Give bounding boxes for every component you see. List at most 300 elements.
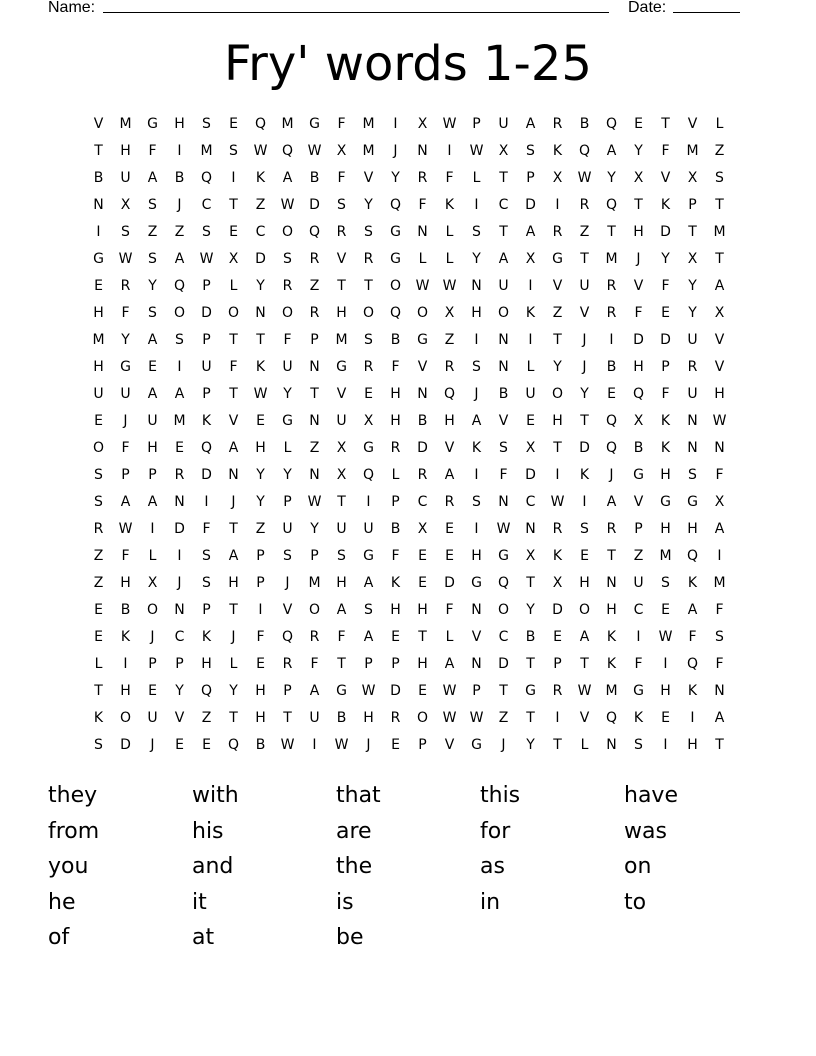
grid-letter: W xyxy=(577,683,592,699)
grid-letter: E xyxy=(175,440,184,456)
grid-letter: O xyxy=(146,602,159,618)
grid-letter: T xyxy=(607,548,616,564)
grid-letter: L xyxy=(715,116,724,132)
grid-letter: S xyxy=(337,197,346,213)
grid-letter: L xyxy=(94,656,103,672)
grid-letter: C xyxy=(525,494,536,510)
grid-letter: R xyxy=(552,116,563,132)
grid-letter: P xyxy=(148,467,157,483)
grid-letter: F xyxy=(634,305,643,321)
grid-letter: I xyxy=(96,224,101,240)
grid-letter: H xyxy=(336,305,347,321)
grid-letter: L xyxy=(445,224,454,240)
grid-letter: W xyxy=(442,710,457,726)
grid-letter: S xyxy=(688,467,697,483)
grid-letter: Y xyxy=(688,305,697,321)
grid-letter: G xyxy=(417,332,428,348)
grid-letter: S xyxy=(202,548,211,564)
grid-letter: K xyxy=(471,440,482,456)
grid-letter: A xyxy=(363,575,374,591)
grid-letter: I xyxy=(312,737,317,753)
grid-letter: H xyxy=(471,548,482,564)
grid-letter: I xyxy=(150,521,155,537)
grid-letter: R xyxy=(606,305,617,321)
grid-letter: K xyxy=(120,629,131,645)
grid-letter: R xyxy=(282,656,293,672)
grid-letter: X xyxy=(444,305,455,321)
grid-letter: K xyxy=(390,575,401,591)
grid-letter: J xyxy=(474,386,479,402)
grid-letter: G xyxy=(336,359,347,375)
grid-letter: E xyxy=(661,602,670,618)
grid-letter: Y xyxy=(310,521,319,537)
grid-letter: H xyxy=(633,224,644,240)
grid-letter: E xyxy=(445,548,454,564)
grid-letter: S xyxy=(94,467,103,483)
grid-letter: K xyxy=(606,656,617,672)
grid-letter: Z xyxy=(714,143,725,159)
grid-letter: I xyxy=(555,710,560,726)
grid-letter: W xyxy=(253,386,268,402)
grid-letter: I xyxy=(528,332,533,348)
grid-letter: Q xyxy=(281,629,294,645)
grid-letter: R xyxy=(93,521,104,537)
word-bank-item: for xyxy=(480,818,511,844)
grid-row xyxy=(85,327,733,354)
grid-letter: R xyxy=(174,467,185,483)
grid-letter: E xyxy=(526,413,535,429)
grid-letter: D xyxy=(552,602,563,618)
grid-letter: S xyxy=(715,170,724,186)
grid-letter: U xyxy=(687,386,698,402)
grid-letter: T xyxy=(94,683,103,699)
grid-letter: Y xyxy=(688,278,697,294)
grid-letter: H xyxy=(687,737,698,753)
grid-letter: E xyxy=(661,710,670,726)
grid-letter: S xyxy=(634,737,643,753)
grid-letter: X xyxy=(633,170,644,186)
grid-row xyxy=(85,570,733,597)
grid-letter: F xyxy=(229,359,238,375)
grid-letter: V xyxy=(444,440,455,456)
grid-letter: Y xyxy=(256,278,265,294)
grid-letter: B xyxy=(93,170,104,186)
grid-letter: A xyxy=(228,440,239,456)
grid-letter: V xyxy=(336,251,347,267)
grid-letter: H xyxy=(336,575,347,591)
grid-letter: L xyxy=(229,656,238,672)
grid-letter: O xyxy=(497,602,510,618)
grid-letter: T xyxy=(364,278,373,294)
grid-letter: P xyxy=(472,683,481,699)
grid-letter: Z xyxy=(552,305,563,321)
grid-letter: Q xyxy=(605,440,618,456)
grid-letter: X xyxy=(417,116,428,132)
grid-letter: P xyxy=(310,548,319,564)
grid-letter: H xyxy=(552,413,563,429)
grid-letter: O xyxy=(551,386,564,402)
grid-letter: E xyxy=(364,386,373,402)
grid-letter: B xyxy=(174,170,185,186)
grid-letter: T xyxy=(283,710,292,726)
grid-letter: F xyxy=(202,521,211,537)
grid-letter: M xyxy=(119,116,132,132)
grid-letter: S xyxy=(580,521,589,537)
grid-letter: T xyxy=(580,656,589,672)
grid-letter: Y xyxy=(526,737,535,753)
grid-letter: Y xyxy=(121,332,130,348)
grid-letter: K xyxy=(552,548,563,564)
grid-letter: A xyxy=(282,170,293,186)
grid-letter: H xyxy=(417,602,428,618)
grid-row xyxy=(85,111,733,138)
grid-letter: D xyxy=(633,332,644,348)
grid-letter: F xyxy=(499,467,508,483)
grid-letter: L xyxy=(148,548,157,564)
grid-letter: Q xyxy=(605,710,618,726)
grid-letter: X xyxy=(687,170,698,186)
grid-letter: X xyxy=(417,521,428,537)
grid-letter: I xyxy=(555,467,560,483)
date-blank-line xyxy=(673,0,740,13)
grid-letter: Y xyxy=(607,170,616,186)
grid-letter: F xyxy=(337,170,346,186)
grid-letter: T xyxy=(418,629,427,645)
grid-letter: D xyxy=(660,332,671,348)
word-bank-item: he xyxy=(48,889,76,915)
grid-letter: N xyxy=(174,494,185,510)
grid-letter: Q xyxy=(362,467,375,483)
grid-letter: F xyxy=(661,278,670,294)
grid-letter: M xyxy=(335,332,348,348)
grid-letter: W xyxy=(307,494,322,510)
grid-letter: S xyxy=(121,224,130,240)
grid-letter: N xyxy=(309,359,320,375)
grid-letter: N xyxy=(228,467,239,483)
grid-letter: P xyxy=(202,332,211,348)
grid-letter: I xyxy=(123,656,128,672)
grid-letter: N xyxy=(687,413,698,429)
grid-letter: N xyxy=(417,143,428,159)
header xyxy=(0,0,816,20)
grid-letter: R xyxy=(606,278,617,294)
grid-letter: K xyxy=(201,413,212,429)
grid-letter: G xyxy=(633,683,644,699)
grid-letter: S xyxy=(472,224,481,240)
grid-letter: V xyxy=(363,170,374,186)
grid-letter: W xyxy=(658,629,673,645)
grid-letter: I xyxy=(177,359,182,375)
grid-letter: R xyxy=(444,494,455,510)
grid-row xyxy=(85,597,733,624)
word-bank-item: they xyxy=(48,783,98,808)
grid-letter: O xyxy=(578,602,591,618)
grid-letter: M xyxy=(362,116,375,132)
grid-letter: A xyxy=(498,251,509,267)
grid-letter: T xyxy=(229,197,238,213)
grid-letter: W xyxy=(280,737,295,753)
word-bank-item: was xyxy=(624,818,667,844)
grid-letter: E xyxy=(580,548,589,564)
grid-letter: H xyxy=(93,359,104,375)
grid-letter: M xyxy=(308,575,321,591)
grid-letter: V xyxy=(579,305,590,321)
grid-letter: O xyxy=(389,278,402,294)
grid-letter: F xyxy=(121,305,130,321)
grid-letter: W xyxy=(469,143,484,159)
grid-letter: R xyxy=(687,359,698,375)
grid-letter: W xyxy=(550,494,565,510)
grid-letter: H xyxy=(120,683,131,699)
grid-letter: G xyxy=(687,494,698,510)
grid-letter: V xyxy=(714,332,725,348)
grid-letter: Q xyxy=(254,116,267,132)
grid-row xyxy=(85,543,733,570)
grid-letter: D xyxy=(390,683,401,699)
grid-letter: U xyxy=(498,278,509,294)
date-label: Date: xyxy=(628,0,667,16)
grid-letter: F xyxy=(445,170,454,186)
word-bank-row xyxy=(48,814,768,850)
grid-letter: O xyxy=(416,710,429,726)
grid-letter: A xyxy=(525,116,536,132)
grid-letter: Y xyxy=(391,170,400,186)
grid-letter: H xyxy=(660,521,671,537)
grid-letter: N xyxy=(606,575,617,591)
grid-letter: W xyxy=(442,683,457,699)
grid-letter: P xyxy=(418,737,427,753)
grid-letter: Q xyxy=(200,440,213,456)
grid-letter: S xyxy=(499,440,508,456)
grid-letter: N xyxy=(714,683,725,699)
grid-letter: N xyxy=(687,440,698,456)
grid-letter: Z xyxy=(498,710,509,726)
grid-letter: M xyxy=(281,116,294,132)
grid-letter: E xyxy=(418,548,427,564)
grid-letter: R xyxy=(309,251,320,267)
grid-letter: W xyxy=(118,521,133,537)
grid-letter: B xyxy=(417,413,428,429)
word-bank-item: at xyxy=(192,925,215,950)
grid-letter: S xyxy=(148,305,157,321)
word-bank-item: are xyxy=(336,818,372,844)
grid-letter: G xyxy=(552,251,563,267)
grid-letter: C xyxy=(498,197,509,213)
grid-letter: S xyxy=(364,602,373,618)
grid-letter: T xyxy=(526,656,535,672)
grid-letter: N xyxy=(498,359,509,375)
grid-letter: F xyxy=(715,656,724,672)
grid-letter: F xyxy=(715,467,724,483)
grid-letter: I xyxy=(258,602,263,618)
grid-row xyxy=(85,462,733,489)
grid-letter: E xyxy=(148,683,157,699)
grid-letter: V xyxy=(633,278,644,294)
grid-letter: G xyxy=(309,116,320,132)
grid-letter: I xyxy=(717,548,722,564)
grid-letter: K xyxy=(444,197,455,213)
grid-letter: D xyxy=(417,440,428,456)
grid-letter: P xyxy=(391,656,400,672)
grid-letter: P xyxy=(148,656,157,672)
grid-letter: Q xyxy=(389,197,402,213)
grid-letter: U xyxy=(336,521,347,537)
grid-letter: H xyxy=(120,575,131,591)
grid-letter: Q xyxy=(686,656,699,672)
grid-letter: Z xyxy=(633,548,644,564)
grid-letter: B xyxy=(336,710,347,726)
grid-letter: F xyxy=(634,656,643,672)
grid-letter: Z xyxy=(444,332,455,348)
grid-letter: K xyxy=(93,710,104,726)
grid-letter: N xyxy=(417,386,428,402)
grid-letter: Y xyxy=(256,494,265,510)
grid-row xyxy=(85,678,733,705)
grid-letter: V xyxy=(174,710,185,726)
grid-letter: T xyxy=(499,683,508,699)
grid-letter: X xyxy=(525,440,536,456)
grid-letter: T xyxy=(229,386,238,402)
grid-letter: R xyxy=(579,197,590,213)
grid-letter: S xyxy=(148,197,157,213)
grid-letter: A xyxy=(363,629,374,645)
grid-letter: T xyxy=(526,710,535,726)
grid-letter: E xyxy=(94,413,103,429)
grid-letter: N xyxy=(471,278,482,294)
grid-letter: I xyxy=(447,143,452,159)
letter-grid xyxy=(85,111,733,759)
grid-letter: G xyxy=(363,440,374,456)
grid-letter: E xyxy=(94,278,103,294)
grid-letter: H xyxy=(660,683,671,699)
grid-letter: G xyxy=(93,251,104,267)
grid-letter: O xyxy=(308,602,321,618)
grid-letter: C xyxy=(174,629,185,645)
grid-letter: I xyxy=(663,737,668,753)
grid-letter: R xyxy=(363,251,374,267)
grid-letter: Q xyxy=(308,224,321,240)
grid-letter: A xyxy=(147,170,158,186)
word-bank-item: that xyxy=(336,783,381,808)
word-bank-item: have xyxy=(624,783,678,808)
grid-letter: P xyxy=(283,494,292,510)
grid-letter: X xyxy=(525,548,536,564)
grid-row xyxy=(85,732,733,759)
grid-letter: Q xyxy=(578,143,591,159)
grid-letter: I xyxy=(177,548,182,564)
grid-letter: H xyxy=(390,386,401,402)
grid-letter: W xyxy=(334,737,349,753)
grid-letter: K xyxy=(633,710,644,726)
grid-letter: E xyxy=(202,737,211,753)
grid-letter: U xyxy=(201,359,212,375)
grid-letter: R xyxy=(417,467,428,483)
grid-letter: O xyxy=(416,305,429,321)
grid-letter: D xyxy=(120,737,131,753)
grid-letter: W xyxy=(118,251,133,267)
grid-row xyxy=(85,651,733,678)
grid-letter: J xyxy=(393,143,398,159)
grid-letter: E xyxy=(94,602,103,618)
grid-letter: C xyxy=(201,197,212,213)
grid-letter: T xyxy=(499,170,508,186)
word-bank-item: from xyxy=(48,818,100,844)
grid-letter: K xyxy=(606,629,617,645)
grid-letter: V xyxy=(282,602,293,618)
grid-letter: W xyxy=(577,170,592,186)
grid-letter: R xyxy=(606,521,617,537)
grid-letter: P xyxy=(553,656,562,672)
word-bank-item: on xyxy=(624,854,652,879)
grid-letter: J xyxy=(177,197,182,213)
grid-letter: A xyxy=(174,251,185,267)
grid-letter: G xyxy=(282,413,293,429)
grid-letter: P xyxy=(391,494,400,510)
grid-letter: D xyxy=(498,656,509,672)
grid-letter: A xyxy=(336,602,347,618)
grid-letter: G xyxy=(471,737,482,753)
grid-letter: F xyxy=(661,386,670,402)
grid-letter: T xyxy=(580,413,589,429)
grid-letter: F xyxy=(391,548,400,564)
grid-letter: T xyxy=(229,521,238,537)
grid-letter: T xyxy=(229,602,238,618)
word-bank-row xyxy=(48,885,768,921)
grid-letter: H xyxy=(687,521,698,537)
grid-letter: V xyxy=(471,629,482,645)
grid-letter: Z xyxy=(93,548,104,564)
grid-letter: G xyxy=(390,251,401,267)
grid-letter: J xyxy=(231,629,236,645)
grid-letter: R xyxy=(417,170,428,186)
grid-letter: E xyxy=(148,359,157,375)
grid-letter: E xyxy=(94,629,103,645)
grid-row xyxy=(85,705,733,732)
grid-letter: A xyxy=(714,521,725,537)
grid-letter: P xyxy=(256,575,265,591)
grid-letter: F xyxy=(688,629,697,645)
grid-letter: T xyxy=(553,332,562,348)
grid-letter: I xyxy=(690,710,695,726)
grid-letter: E xyxy=(418,683,427,699)
grid-row xyxy=(85,408,733,435)
grid-letter: T xyxy=(337,656,346,672)
grid-letter: E xyxy=(418,575,427,591)
grid-letter: L xyxy=(283,440,292,456)
grid-letter: A xyxy=(174,386,185,402)
grid-letter: F xyxy=(283,332,292,348)
grid-letter: C xyxy=(255,224,266,240)
grid-letter: V xyxy=(498,413,509,429)
grid-letter: W xyxy=(361,683,376,699)
grid-letter: B xyxy=(498,386,509,402)
grid-letter: K xyxy=(201,629,212,645)
word-bank-item: you xyxy=(48,854,89,879)
grid-letter: G xyxy=(525,683,536,699)
grid-letter: O xyxy=(362,305,375,321)
grid-letter: J xyxy=(582,332,587,348)
grid-letter: P xyxy=(310,332,319,348)
grid-row xyxy=(85,624,733,651)
grid-letter: R xyxy=(552,224,563,240)
grid-row xyxy=(85,489,733,516)
grid-letter: Q xyxy=(173,278,186,294)
grid-letter: Y xyxy=(283,467,292,483)
grid-letter: M xyxy=(713,224,726,240)
grid-letter: P xyxy=(202,386,211,402)
name-blank-line xyxy=(103,0,609,13)
grid-letter: H xyxy=(147,440,158,456)
